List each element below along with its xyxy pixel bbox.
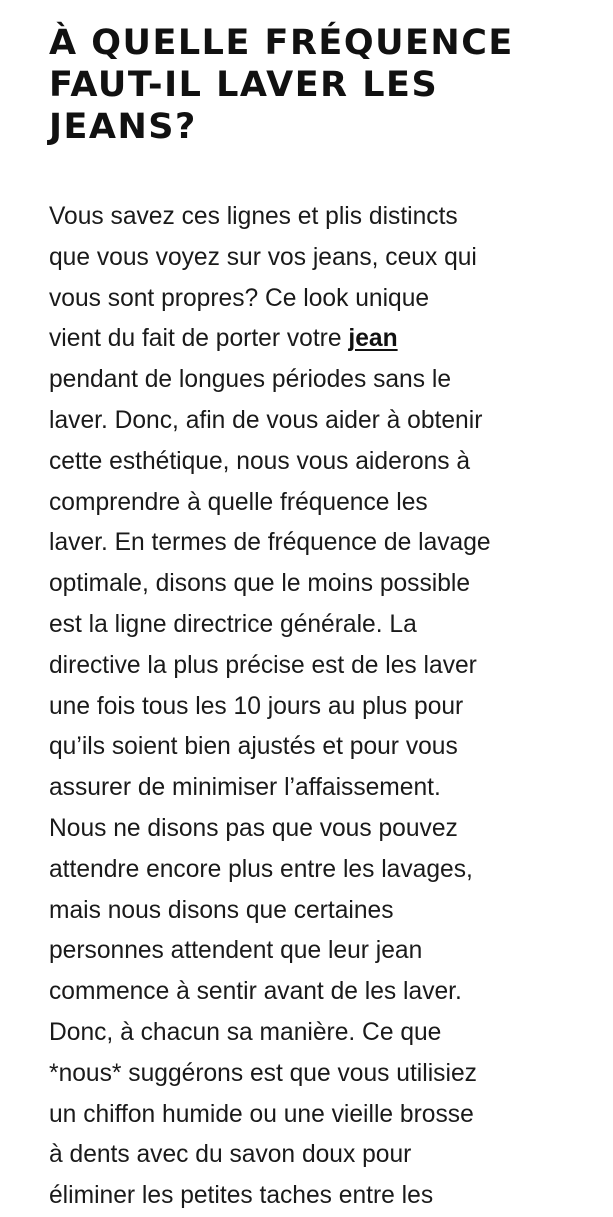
body-line: cette esthétique, nous vous aiderons à bbox=[49, 447, 471, 475]
body-line: assurer de minimiser l’affaissement. bbox=[49, 774, 441, 802]
body-line: est la ligne directrice générale. La bbox=[49, 610, 417, 638]
body-line: laver. Donc, afin de vous aider à obtenir bbox=[49, 406, 483, 434]
body-line: comprendre à quelle fréquence les bbox=[49, 488, 428, 516]
body-line-with-link bbox=[49, 319, 609, 360]
body-line: Donc, à chacun sa manière. Ce que bbox=[49, 1018, 442, 1046]
body-line: éliminer les petites taches entre les bbox=[49, 1182, 434, 1210]
title-line: JEANS? bbox=[49, 107, 197, 147]
body-line: laver. En termes de fréquence de lavage bbox=[49, 529, 491, 557]
article-body bbox=[49, 197, 609, 1217]
body-line: attendre encore plus entre les lavages, bbox=[49, 855, 473, 883]
body-line: *nous* suggérons est que vous utilisiez bbox=[49, 1059, 477, 1087]
body-line: personnes attendent que leur jean bbox=[49, 937, 423, 965]
body-line: Nous ne disons pas que vous pouvez bbox=[49, 814, 458, 842]
article bbox=[49, 0, 609, 1217]
body-line-text: vient du fait de porter votre bbox=[49, 325, 349, 353]
body-line: que vous voyez sur vos jeans, ceux qui bbox=[49, 243, 477, 271]
body-line: à dents avec du savon doux pour bbox=[49, 1141, 412, 1169]
title-line: FAUT-IL LAVER LES bbox=[49, 65, 439, 105]
body-line: Vous savez ces lignes et plis distincts bbox=[49, 203, 458, 230]
body-line: une fois tous les 10 jours au plus pour bbox=[49, 692, 464, 720]
body-line: directive la plus précise est de les laver bbox=[49, 651, 477, 679]
body-line: mais nous disons que certaines bbox=[49, 896, 394, 924]
body-line: vous sont propres? Ce look unique bbox=[49, 284, 430, 312]
body-line: qu’ils soient bien ajustés et pour vous bbox=[49, 733, 458, 761]
body-line: pendant de longues périodes sans le bbox=[49, 366, 452, 394]
title-line: À QUELLE FRÉQUENCE bbox=[49, 23, 514, 63]
jean-link[interactable]: jean bbox=[348, 325, 398, 353]
article-title bbox=[49, 0, 609, 148]
body-line: optimale, disons que le moins possible bbox=[49, 570, 471, 598]
body-line: commence à sentir avant de les laver. bbox=[49, 978, 462, 1006]
body-line: un chiffon humide ou une vieille brosse bbox=[49, 1100, 474, 1128]
